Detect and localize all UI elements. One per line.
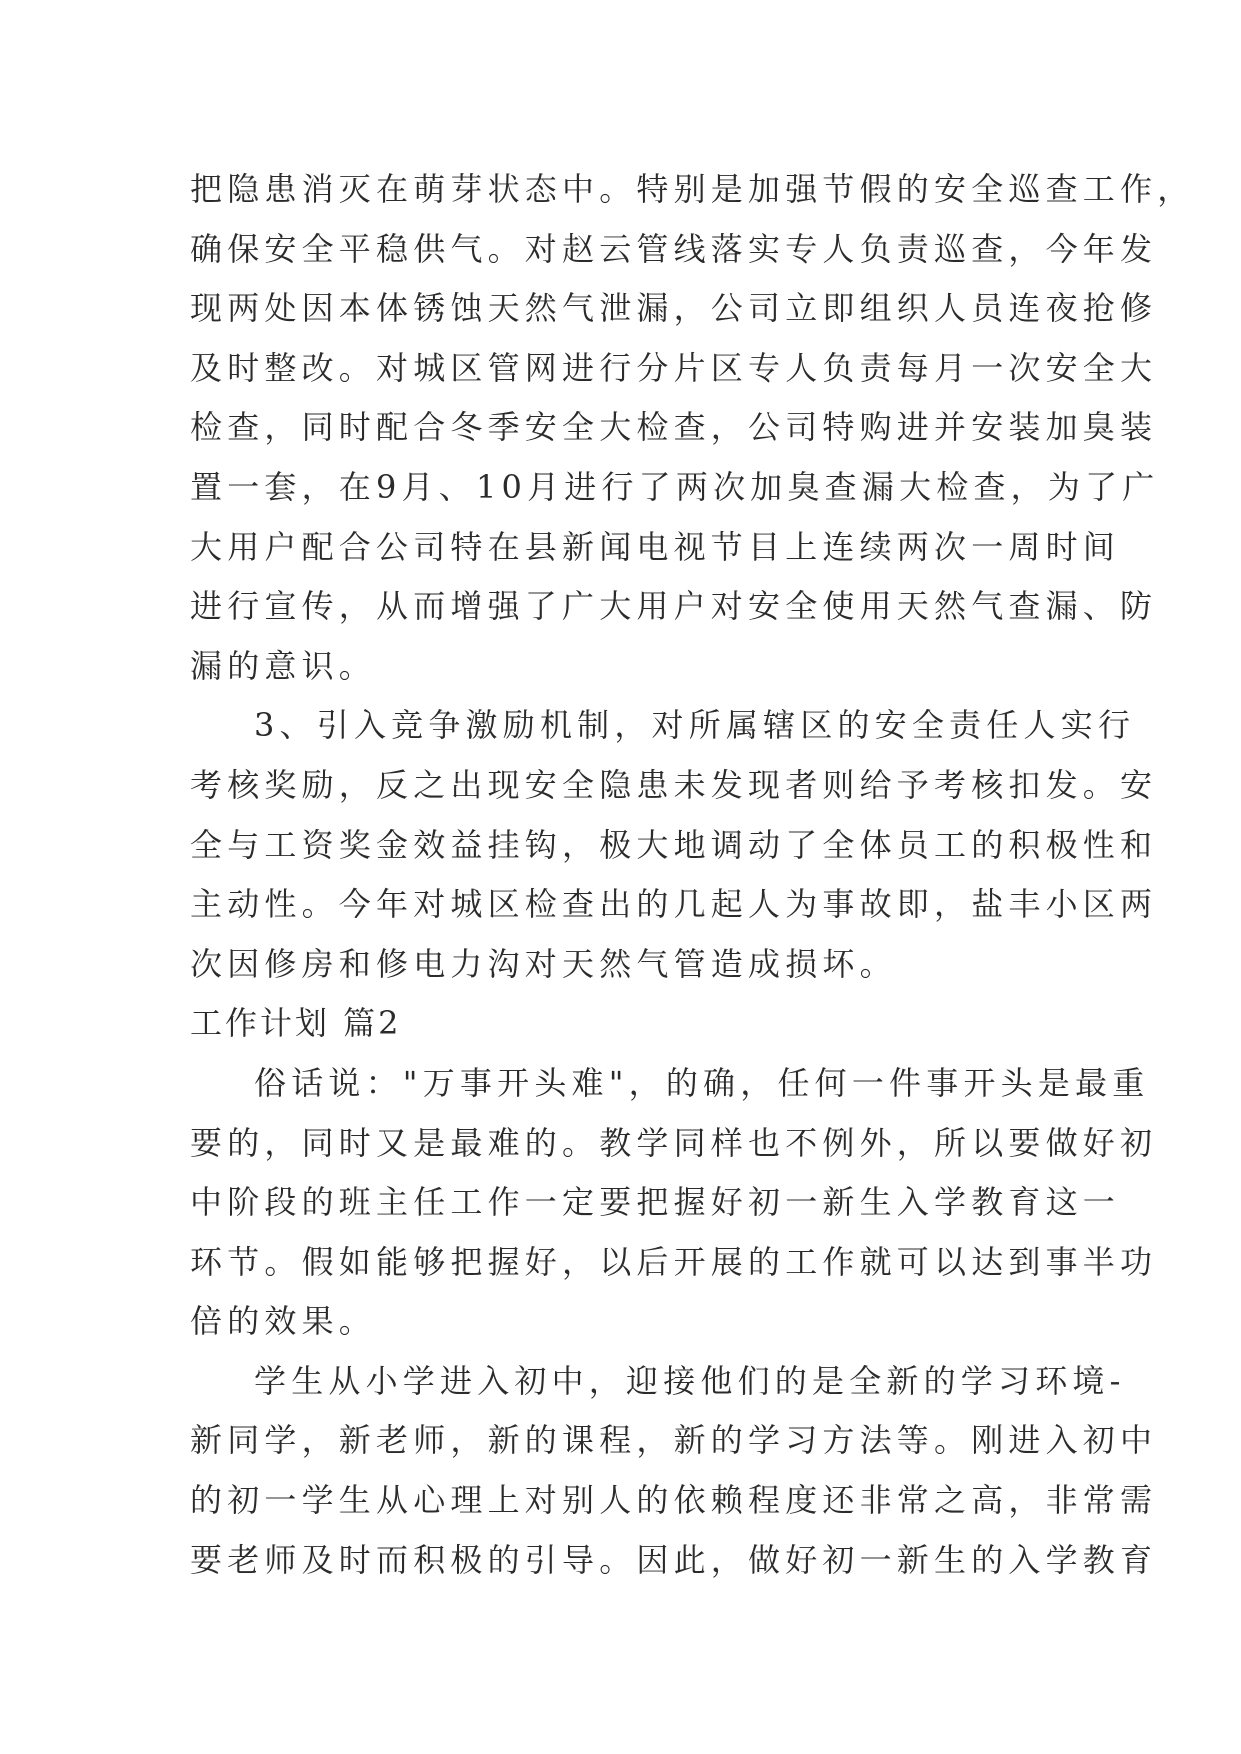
text-line: 进行宣传，从而增强了广大用户对安全使用天然气查漏、防 [190, 587, 1158, 626]
text-line: 考核奖励，反之出现安全隐患未发现者则给予考核扣发。安 [190, 765, 1158, 804]
text-line: 新同学，新老师，新的课程，新的学习方法等。刚进入初中 [190, 1421, 1158, 1460]
text-line: 大用户配合公司特在县新闻电视节目上连续两次一周时间 [190, 527, 1121, 566]
text-line: 环节。假如能够把握好，以后开展的工作就可以达到事半功 [190, 1242, 1158, 1281]
text-line: 及时整改。对城区管网进行分片区专人负责每月一次安全大 [190, 348, 1158, 387]
text-line: 要老师及时而积极的引导。因此，做好初一新生的入学教育 [190, 1540, 1158, 1579]
text-line: 置一套，在9月、10月进行了两次加臭查漏大检查，为了广 [190, 467, 1160, 506]
document-body [190, 160, 1195, 1590]
text-line: 把隐患消灭在萌芽状态中。特别是加强节假的安全巡查工作， [190, 170, 1195, 208]
text-line: 漏的意识。 [190, 646, 377, 685]
text-line: 次因修房和修电力沟对天然气管造成损坏。 [190, 944, 897, 983]
text-line: 确保安全平稳供气。对赵云管线落实专人负责巡查，今年发 [190, 229, 1158, 268]
text-line: 全与工资奖金效益挂钩，极大地调动了全体员工的积极性和 [190, 825, 1158, 864]
paragraph-start-line: 学生从小学进入初中，迎接他们的是全新的学习环境- [254, 1361, 1126, 1400]
text-line: 倍的效果。 [190, 1302, 377, 1341]
text-line: 中阶段的班主任工作一定要把握好初一新生入学教育这一 [190, 1183, 1121, 1222]
text-line: 检查，同时配合冬季安全大检查，公司特购进并安装加臭装 [190, 408, 1158, 447]
paragraph-start-line: 俗话说："万事开头难"，的确，任何一件事开头是最重 [254, 1063, 1150, 1102]
section-heading: 工作计划 篇2 [190, 1004, 402, 1043]
text-line: 要的，同时又是最难的。教学同样也不例外，所以要做好初 [190, 1123, 1158, 1162]
text-line: 主动性。今年对城区检查出的几起人为事故即，盐丰小区两 [190, 885, 1158, 924]
text-line: 的初一学生从心理上对别人的依赖程度还非常之高，非常需 [190, 1481, 1158, 1520]
text-line: 现两处因本体锈蚀天然气泄漏，公司立即组织人员连夜抢修 [190, 289, 1158, 328]
paragraph-start-line: 3、引入竞争激励机制，对所属辖区的安全责任人实行 [254, 706, 1136, 745]
